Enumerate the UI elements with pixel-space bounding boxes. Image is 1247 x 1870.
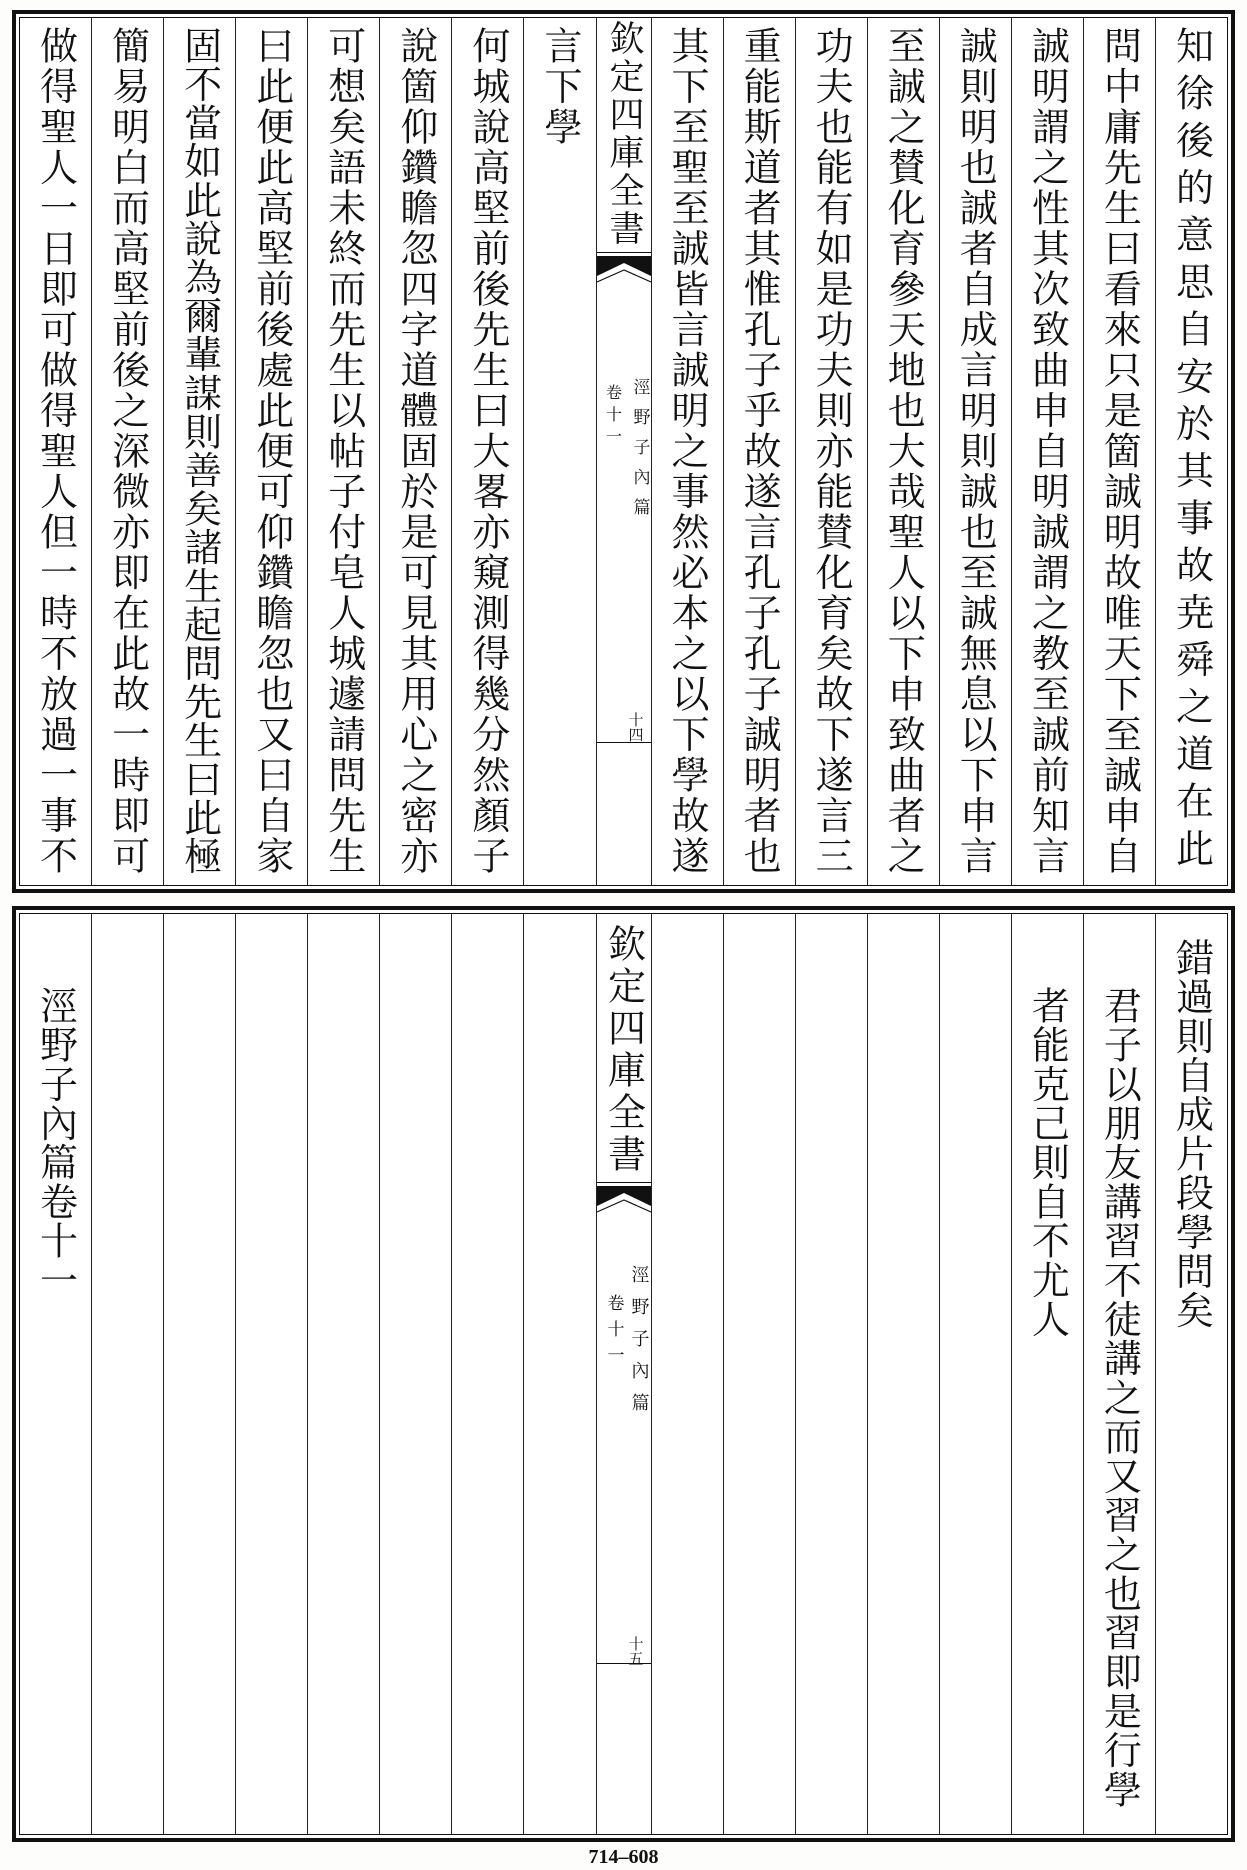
column-text: 誠則明也誠者自成言明則誠也至誠無息以下申言: [953, 26, 998, 877]
column-text: 曰此便此高堅前後處此便可仰鑽瞻忽也又曰自家: [249, 26, 294, 877]
empty-column: [523, 914, 595, 1834]
center-column: [596, 18, 651, 885]
column-text: 其下至聖至誠皆言誠明之事然必本之以下學故遂: [665, 26, 710, 877]
volume-end-title: 涇野子內篇卷十一: [33, 986, 78, 1300]
empty-column: [163, 914, 235, 1834]
column-text: 知徐後的意思自安於其事故尭舜之道在此: [1169, 26, 1214, 876]
empty-column: [307, 914, 379, 1834]
column-text: 問中庸先生曰看來只是箇誠明故唯天下至誠申自: [1097, 26, 1142, 877]
bottom-half-page: [12, 906, 1235, 1842]
center-column: [596, 914, 651, 1834]
empty-column: [379, 914, 451, 1834]
text-column: [1011, 914, 1083, 1834]
folio-number: 十四: [626, 712, 645, 742]
text-column: [939, 18, 1011, 885]
empty-column: [795, 914, 867, 1834]
column-text: 說箇仰鑽瞻忽四字道體固於是可見其用心之密亦: [393, 26, 438, 877]
fish-tail-mark: [597, 256, 651, 296]
text-column: [723, 18, 795, 885]
book-series-title: 欽定四庫全書: [601, 924, 646, 1176]
text-column: [1155, 914, 1227, 1834]
text-column: [379, 18, 451, 885]
text-column: [867, 18, 939, 885]
column-text: 君子以朋友講習不徒講之而又習之也習即是行學: [1097, 986, 1142, 1810]
center-rule: [597, 1182, 651, 1183]
text-column: [20, 18, 91, 885]
column-text: 固不當如此說為爾輩謀則善矣諸生起問先生曰此極: [177, 26, 222, 876]
column-text: 言下學: [537, 26, 582, 148]
column-text: 者能克己則自不尤人: [1025, 986, 1070, 1339]
column-text: 錯過則自成片段學問矣: [1169, 938, 1214, 1330]
book-title-small: 涇野子內篇: [628, 1265, 650, 1425]
text-column: [451, 18, 523, 885]
text-column: [1083, 914, 1155, 1834]
text-column: [795, 18, 867, 885]
text-column: [20, 914, 91, 1834]
center-rule: [597, 252, 651, 253]
column-text: 至誠之賛化育參天地也大哉聖人以下申致曲者之: [881, 26, 926, 877]
text-column: [1083, 18, 1155, 885]
text-column: [235, 18, 307, 885]
text-column: [651, 18, 723, 885]
text-column: [163, 18, 235, 885]
column-text: 功夫也能有如是功夫則亦能賛化育矣故下遂言三: [809, 26, 854, 877]
column-text: 可想矣語未終而先生以帖子付皂人城遽請問先生: [321, 26, 366, 877]
text-column: [91, 18, 163, 885]
column-text: 重能斯道者其惟孔子乎故遂言孔子孔子誠明者也: [737, 26, 782, 877]
empty-column: [651, 914, 723, 1834]
empty-column: [91, 914, 163, 1834]
column-text: 簡易明白而高堅前後之深微亦即在此故一時即可: [105, 26, 150, 877]
fish-tail-mark: [597, 1186, 651, 1226]
text-column: [1011, 18, 1083, 885]
column-text: 做得聖人一日即可做得聖人但一時不放過一事不: [33, 26, 78, 877]
empty-column: [867, 914, 939, 1834]
top-text-frame: [19, 17, 1228, 886]
book-title-small: 涇野子內篇: [629, 378, 650, 528]
column-text: 誠明謂之性其次致曲申自明誠謂之教至誠前知言: [1025, 26, 1070, 877]
volume-label: 卷十一: [603, 1294, 624, 1372]
page-number: 714–608: [588, 1846, 659, 1868]
empty-column: [939, 914, 1011, 1834]
empty-column: [235, 914, 307, 1834]
volume-label: 卷十一: [603, 384, 623, 450]
empty-column: [723, 914, 795, 1834]
book-series-title: 欽定四庫全書: [604, 20, 644, 248]
text-column: [307, 18, 379, 885]
column-text: 何城說高堅前後先生曰大畧亦窺測得幾分然顏子: [465, 26, 510, 877]
bottom-text-frame: [19, 913, 1228, 1835]
empty-column: [451, 914, 523, 1834]
text-column: [1155, 18, 1227, 885]
text-column: [523, 18, 595, 885]
folio-number: 十五: [626, 1636, 645, 1666]
center-rule: [597, 742, 651, 743]
top-half-page: [12, 10, 1235, 893]
center-rule: [597, 1663, 651, 1664]
